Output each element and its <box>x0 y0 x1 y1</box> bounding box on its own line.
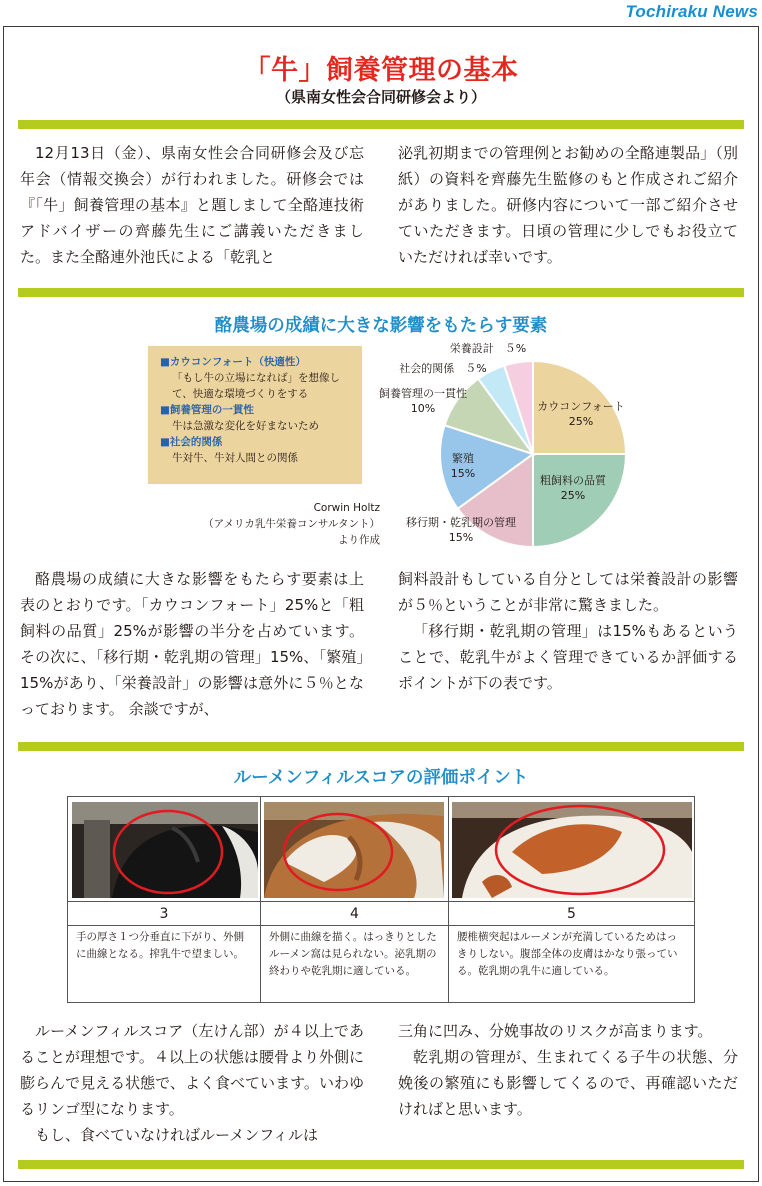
factor-desc: 牛は急激な変化を好まないため <box>172 420 319 432</box>
page-title: 「牛」飼養管理の基本 <box>243 55 519 86</box>
chart-credit <box>150 500 380 548</box>
section1-left-column <box>20 566 364 722</box>
section2-left-column <box>20 1018 364 1148</box>
intro-right-text: 泌乳初期までの管理例とお勧めの全酪連製品」（別紙）の資料を齊藤先生監修のもと作成されご紹介がありました。研修内容について一部ご紹介させていただきます。日頃の管理に少しでもお役立ていただければ幸いです。 <box>398 144 738 266</box>
factor-desc: 牛対牛、牛対人間との関係 <box>172 452 298 464</box>
score-description: 腰椎横突起はルーメンが充満しているためはっきりしない。腹部全体の皮膚はかなり張っている。乾乳期の乳牛に適している。 <box>457 931 678 977</box>
table-divider <box>68 901 694 902</box>
pie-label: カウコンフォート <box>537 400 625 413</box>
pie-chart <box>378 334 648 556</box>
credit-line: より作成 <box>338 534 380 546</box>
divider-bar <box>18 742 744 751</box>
brand-logo: Tochiraku News <box>625 2 758 21</box>
pie-label: 社会的関係 ５% <box>399 362 487 375</box>
section1-right-text: 「移行期・乾乳期の管理」は15%もあるということで、乾乳牛がよく管理できているか評価するポイントが下の表です。 <box>398 622 738 692</box>
factor-head: ■飼養管理の一貫性 <box>160 404 254 416</box>
intro-left-column <box>20 140 364 270</box>
intro-left-text: 12月13日（金）、県南女性会合同研修会及び忘年会（情報交換会）が行われました。研修会では『「牛」飼養管理の基本』と題しまして全酪連技術アドバイザーの齊藤先生にご講義いただきました。また全酪連外池氏による「乾乳と <box>20 144 364 266</box>
divider-bar <box>18 1160 744 1169</box>
section2-left-text: もし、食べていなければルーメンフィルは <box>35 1126 319 1144</box>
score-number: 5 <box>567 906 576 922</box>
table-divider <box>68 925 694 926</box>
section2-right-text: 乾乳期の管理が、生まれてくる子牛の状態、分娩後の繁殖にも影響してくるので、再確認いただければと思います。 <box>398 1048 738 1118</box>
score-description: 手の厚さ１つ分垂直に下がり、外側に曲線となる。搾乳牛で望ましい。 <box>76 931 244 960</box>
pie-label: 粗飼料の品質 <box>540 474 606 487</box>
section2-right-text: 三角に凹み、分娩事故のリスクが高まります。 <box>398 1022 713 1040</box>
page-subtitle: （県南女性会合同研修会より） <box>275 88 486 106</box>
cow-photo-score-4 <box>264 802 444 898</box>
section1-right-column <box>398 566 738 696</box>
credit-line: Corwin Holtz <box>313 502 380 514</box>
divider-bar <box>18 288 744 297</box>
pie-label: 栄養設計 ５% <box>449 342 527 355</box>
pie-label: 移行期・乾乳期の管理 <box>406 516 516 529</box>
section-heading-factors: 酪農場の成績に大きな影響をもたらす要素 <box>214 316 548 336</box>
section1-right-text: 飼料設計もしている自分としては栄養設計の影響が５％ということが非常に驚きました。 <box>398 570 738 614</box>
cow-photo-score-3 <box>72 802 258 898</box>
section2-right-column <box>398 1018 738 1122</box>
factor-head: ■カウコンフォート（快適性） <box>160 356 306 368</box>
section2-left-text: ルーメンフィルスコア（左けん部）が４以上であることが理想です。４以上の状態は腰骨より外側に膨らんで見える状態で、よく食べています。いわゆるリンゴ型になります。 <box>20 1022 364 1118</box>
pie-label: 飼養管理の一貫性 <box>379 387 467 400</box>
pie-label: 15% <box>448 531 474 544</box>
section-heading-rumen: ルーメンフィルスコアの評価ポイント <box>233 768 529 788</box>
pie-label: 繁殖 <box>452 452 474 465</box>
factor-desc: 「もし牛の立場になれば」を想像して、快適な環境づくりをする <box>172 372 340 400</box>
factor-head: ■社会的関係 <box>160 436 223 448</box>
divider-bar <box>18 120 744 129</box>
cow-photo-score-5 <box>452 802 692 898</box>
pie-label: 25% <box>560 489 586 502</box>
score-number: 4 <box>350 906 359 922</box>
pie-label: 15% <box>450 467 476 480</box>
score-number: 3 <box>159 906 169 922</box>
section1-left-text: 酪農場の成績に大きな影響をもたらす要素は上表のとおりです。「カウコンフォート」25%と「粗飼料の品質」25%が影響の半分を占めています。その次に、「移行期・乾乳期の管理」15%、「繁殖」15%があり、「栄養設計」の影響は意外に５％となっております。 余談ですが、 <box>20 570 364 718</box>
factor-box <box>148 346 362 484</box>
pie-label: 10% <box>410 402 436 415</box>
intro-right-column <box>398 140 738 270</box>
rumen-score-table <box>67 796 695 1003</box>
pie-label: 25% <box>568 415 594 428</box>
credit-line: （アメリカ乳牛栄養コンサルタント） <box>203 518 380 530</box>
score-description: 外側に曲線を描く。はっきりとしたルーメン窩は見られない。泌乳期の終わりや乾乳期に適している。 <box>269 931 437 977</box>
